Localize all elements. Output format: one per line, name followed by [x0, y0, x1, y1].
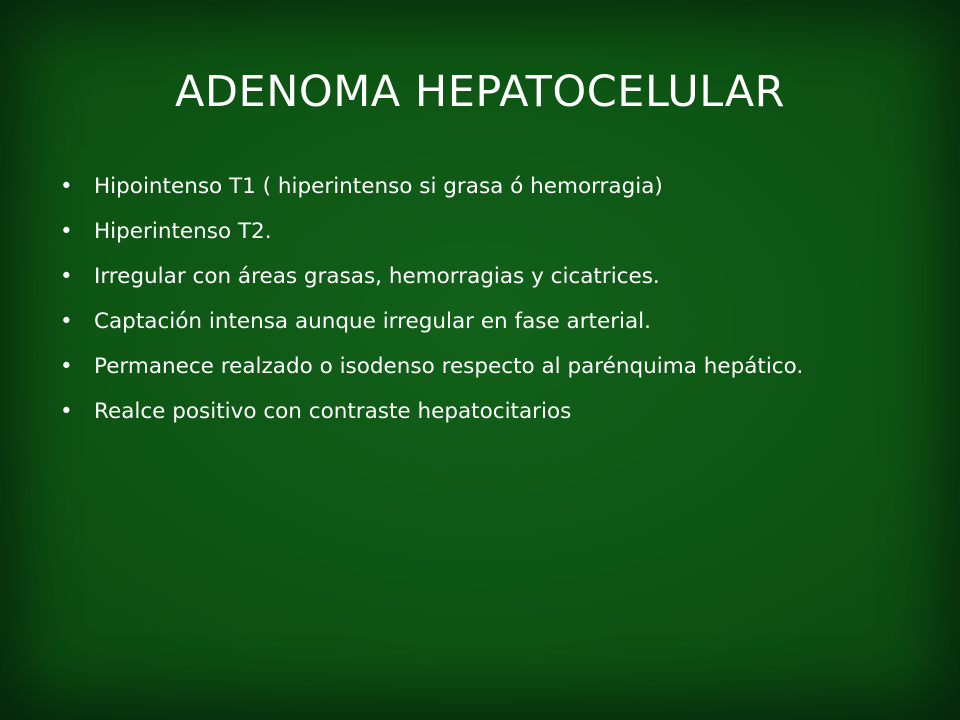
bullet-item: [60, 170, 860, 203]
bullet-icon: •: [60, 264, 73, 289]
bullet-item: [60, 215, 860, 248]
bullet-item: [60, 395, 860, 428]
bullet-list: [60, 170, 860, 440]
slide-title: ADENOMA HEPATOCELULAR: [175, 67, 785, 117]
bullet-icon: •: [60, 219, 73, 244]
bullet-icon: •: [60, 354, 73, 379]
bullet-item: [60, 305, 860, 338]
bullet-icon: •: [60, 174, 73, 199]
bullet-text: Realce positivo con contraste hepatocitarios: [94, 399, 572, 424]
bullet-text: Permanece realzado o isodenso respecto al parénquima hepático.: [94, 354, 804, 379]
bullet-item: [60, 350, 860, 383]
bullet-text: Hiperintenso T2.: [94, 219, 272, 244]
bullet-item: [60, 260, 860, 293]
bullet-icon: •: [60, 399, 73, 424]
bullet-text: Captación intensa aunque irregular en fase arterial.: [94, 309, 651, 334]
bullet-text: Hipointenso T1 ( hiperintenso si grasa ó hemorragia): [94, 174, 663, 199]
bullet-icon: •: [60, 309, 73, 334]
bullet-text: Irregular con áreas grasas, hemorragias y cicatrices.: [94, 264, 660, 289]
